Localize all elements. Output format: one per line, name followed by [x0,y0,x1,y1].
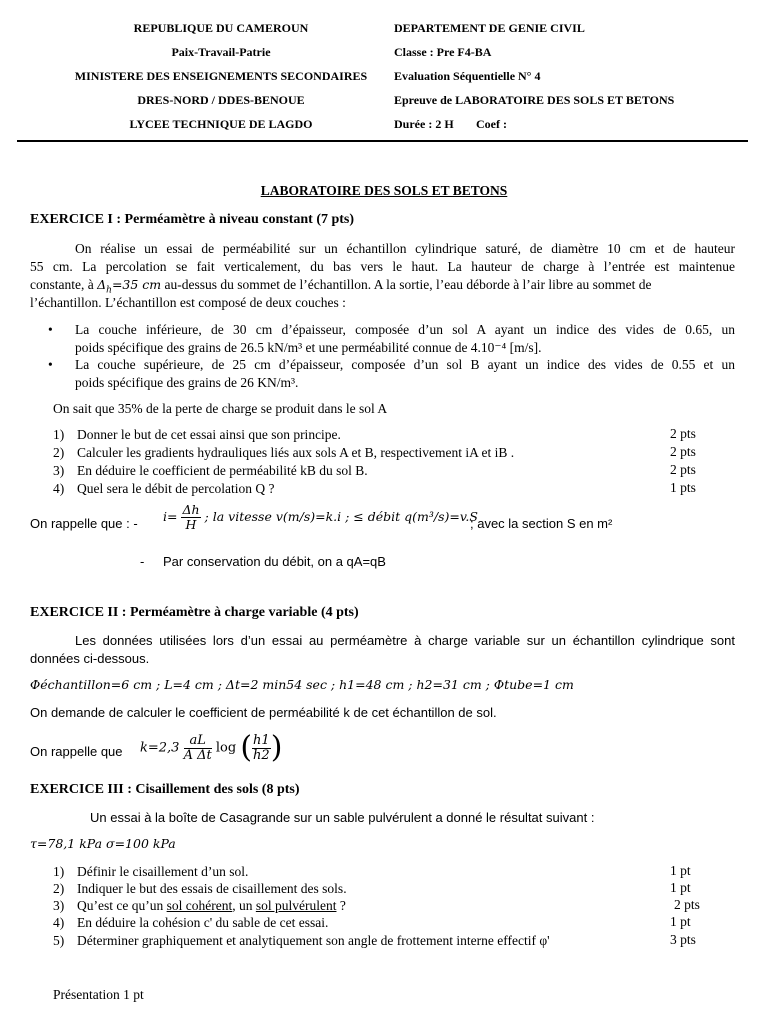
header-right-2: Classe : Pre F4-BA [394,45,492,59]
ex2-heading: EXERCICE II : Perméamètre à charge variable (4 pts) [30,605,359,620]
ex3-q3-underline-1: sol cohérent [166,898,233,913]
ex1-rappel-formula: i= $\frac{\Delta h}{H}$ ; la vitesse v(m/s)=k.i ; ≤ débit q(m³/s)=v.S [163,502,478,532]
ex2-para-line2: données ci-dessous. [30,651,150,666]
bullet-icon: • [48,357,53,372]
header-right-3: Evaluation Séquentielle N° 4 [394,69,541,83]
ex3-q1-num: 1) [53,864,65,879]
ex1-q4-num: 4) [53,481,65,496]
ex1-q2-pts: 2 pts [670,444,696,459]
ex3-result: τ=78,1 kPa σ=100 kPa [30,836,176,851]
ex3-q2-pts: 1 pt [670,880,691,895]
ex3-q4-text: En déduire la cohésion c' du sable de cet essai. [77,915,329,930]
bullet-icon: • [48,322,53,337]
ex2-rappel: On rappelle que [30,744,123,759]
ex1-q4-text: Quel sera le débit de percolation Q ? [77,481,275,496]
page-title: LABORATOIRE DES SOLS ET BETONS [260,183,508,198]
header-left-2: Paix-Travail-Patrie [171,45,271,59]
ex1-cons-text: Par conservation du débit, on a qA=qB [163,554,386,569]
ex1-q2-text: Calculer les gradients hydrauliques liés aux sols A et B, respectivement iA et iB . [77,445,515,460]
ex1-q1-pts: 2 pts [670,426,696,441]
header-left-5: LYCEE TECHNIQUE DE LAGDO [129,117,313,131]
ex3-q5-num: 5) [53,933,65,948]
ex1-para-line4: l’échantillon. L’échantillon est composé de deux couches : [30,295,346,310]
ex1-para-line3: constante, à $\Delta_h=35$ cm au-dessus du sommet de l’échantillon. A la sortie, l’eau déborde à l’air libre au sommet de [30,277,652,296]
ex1-cons-dash: - [140,554,145,569]
ex1-q1-text: Donner le but de cet essai ainsi que son principe. [77,427,341,442]
presentation: Présentation 1 pt [53,987,144,1002]
ex1-q3-num: 3) [53,463,65,478]
ex1-rappel-tail: ; avec la section S en m² [470,516,613,531]
ex3-q2-num: 2) [53,881,65,896]
ex1-para-line1: On réalise un essai de perméabilité sur un échantillon cylindrique saturé, de diamètre 10 cm et de hauteur [75,241,735,256]
ex1-q3-text: En déduire le coefficient de perméabilité kB du sol B. [77,463,368,478]
ex3-q3-underline-2: sol pulvérulent [255,898,337,913]
ex2-formula: k=2,3 $\frac{aL}{\text{A Δt}}$ log ( $\frac{h1}{h2}$ ) [140,730,283,765]
ex3-q4-num: 4) [53,915,65,930]
ex3-q1-text: Définir le cisaillement d’un sol. [77,864,249,879]
ex1-q2-num: 2) [53,445,65,460]
ex2-ask: On demande de calculer le coefficient de perméabilité k de cet échantillon de sol. [30,705,497,720]
header-left-1: REPUBLIQUE DU CAMEROUN [133,21,309,35]
ex1-bullet1-line1: La couche inférieure, de 30 cm d’épaisseur, composée d’un sol A ayant un indice des vides de 0.65, un [75,322,735,337]
ex1-q4-pts: 1 pts [670,480,696,495]
ex3-q2-text: Indiquer le but des essais de cisaillement des sols. [77,881,347,896]
header-left-4: DRES-NORD / DDES-BENOUE [137,93,305,107]
header-right-1: DEPARTEMENT DE GENIE CIVIL [394,21,585,35]
header-left-3: MINISTERE DES ENSEIGNEMENTS SECONDAIRES [74,69,368,83]
ex3-q5-pts: 3 pts [670,932,696,947]
ex1-note: On sait que 35% de la perte de charge se produit dans le sol A [53,401,388,416]
ex1-q3-pts: 2 pts [670,462,696,477]
header-right-5: Durée : 2 H [394,117,454,131]
ex3-q3-text: Qu’est ce qu’un sol cohérent, un sol pulvérulent ? [77,898,346,913]
ex3-para: Un essai à la boîte de Casagrande sur un sable pulvérulent a donné le résultat suivant : [90,810,595,825]
ex3-q3-num: 3) [53,898,65,913]
ex1-bullet1-line2: poids spécifique des grains de 26.5 kN/m³ et une perméabilité connue de 4.10⁻⁴ [m/s]. [75,340,542,355]
ex3-q5-text: Déterminer graphiquement et analytiquement son angle de frottement interne effectif φ' [77,933,550,948]
ex2-data: Φéchantillon=6 cm ; L=4 cm ; Δt=2 min54 sec ; h1=48 cm ; h2=31 cm ; Φtube=1 cm [30,677,574,692]
ex1-para-line2: 55 cm. La percolation se fait verticalement, du bas vers le haut. La hauteur de charge à l’entrée est maintenue [30,259,735,274]
ex3-heading: EXERCICE III : Cisaillement des sols (8 pts) [30,782,300,797]
header-right-4: Epreuve de LABORATOIRE DES SOLS ET BETONS [394,93,675,107]
ex2-para-line1: Les données utilisées lors d’un essai au perméamètre à charge variable sur un échantillon cylindrique sont [75,633,735,648]
ex3-q3-pts: 2 pts [674,897,700,912]
ex3-q4-pts: 1 pt [670,914,691,929]
ex1-bullet2-line2: poids spécifique des grains de 26 KN/m³. [75,375,299,390]
ex1-q1-num: 1) [53,427,65,442]
ex1-heading: EXERCICE I : Perméamètre à niveau constant (7 pts) [30,212,355,227]
ex1-bullet2-line1: La couche supérieure, de 25 cm d’épaisseur, composée d’un sol B ayant un indice des vides de 0.55 et un [75,357,735,372]
header-divider [17,140,748,142]
ex3-q1-pts: 1 pt [670,863,691,878]
header-right-6: Coef : [476,117,507,131]
ex1-rappel-label: On rappelle que : - [30,516,138,531]
